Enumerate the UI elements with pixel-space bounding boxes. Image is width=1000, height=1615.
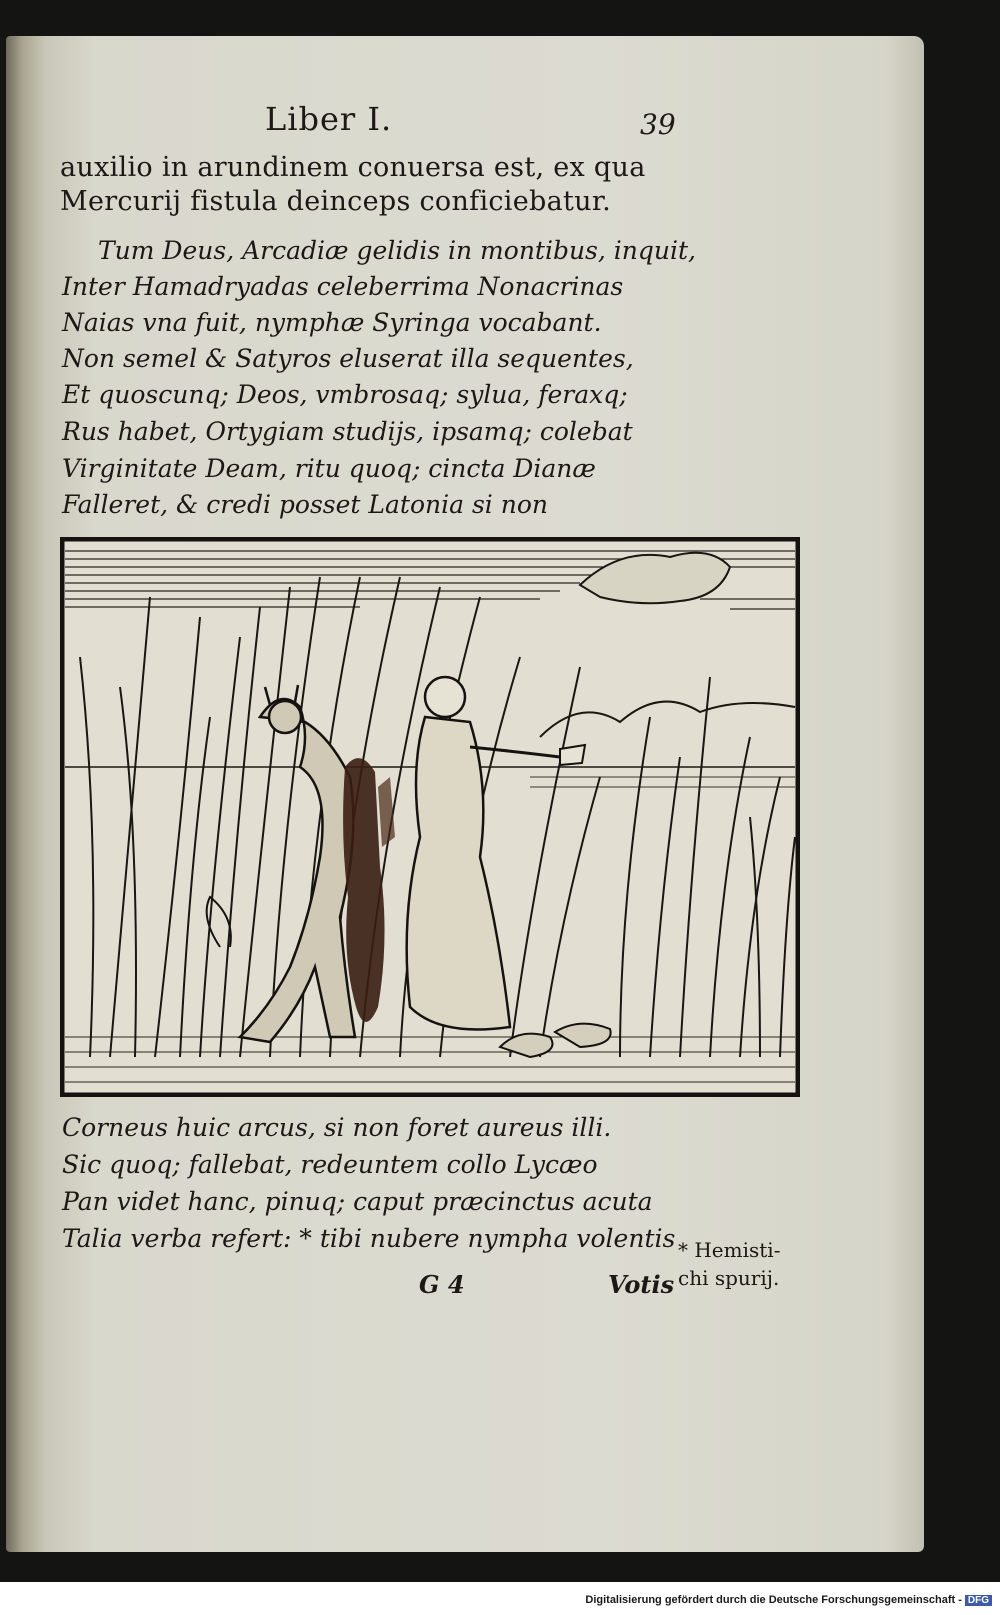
verse-line: Tum Deus, Arcadiæ gelidis in montibus, inquit, [98, 236, 696, 265]
verse-line: Virginitate Deam, ritu quoq; cincta Dianæ [62, 454, 596, 483]
verse-line: Et quoscunq; Deos, vmbrosaq; sylua, feraxq; [62, 380, 628, 409]
verse-line: Talia verba refert: * tibi nubere nympha volentis [62, 1224, 676, 1253]
verse-line: Inter Hamadryadas celeberrima Nonacrinas [62, 272, 624, 301]
verse-line: Pan videt hanc, pinuq; caput præcinctus acuta [62, 1187, 653, 1216]
prose-line: Mercurij fistula deinceps conficiebatur. [60, 186, 611, 217]
verse-line: Falleret, & credi posset Latonia si non [62, 490, 548, 519]
dfg-logo: DFG [965, 1595, 992, 1606]
verse-line: Sic quoq; fallebat, redeuntem collo Lycæo [62, 1150, 598, 1179]
catchword: Votis [608, 1270, 675, 1299]
margin-note-line: chi spurij. [678, 1266, 780, 1290]
woodcut-illustration [60, 537, 800, 1097]
funding-credit [585, 1594, 992, 1606]
running-title: Liber I. [265, 100, 393, 138]
credit-text: Digitalisierung gefördert durch die Deutsche Forschungsgemeinschaft - [585, 1594, 962, 1606]
verse-line: Naias vna fuit, nymphæ Syringa vocabant. [62, 308, 602, 337]
signature-mark: G 4 [419, 1270, 465, 1299]
margin-note-line: * Hemisti- [678, 1238, 781, 1262]
verse-line: Rus habet, Ortygiam studijs, ipsamq; colebat [62, 417, 633, 446]
page-number: 39 [640, 108, 676, 141]
verse-line: Non semel & Satyros eluserat illa sequentes, [62, 344, 634, 373]
prose-line: auxilio in arundinem conuersa est, ex qua [60, 152, 646, 183]
verse-line: Corneus huic arcus, si non foret aureus illi. [62, 1113, 612, 1142]
